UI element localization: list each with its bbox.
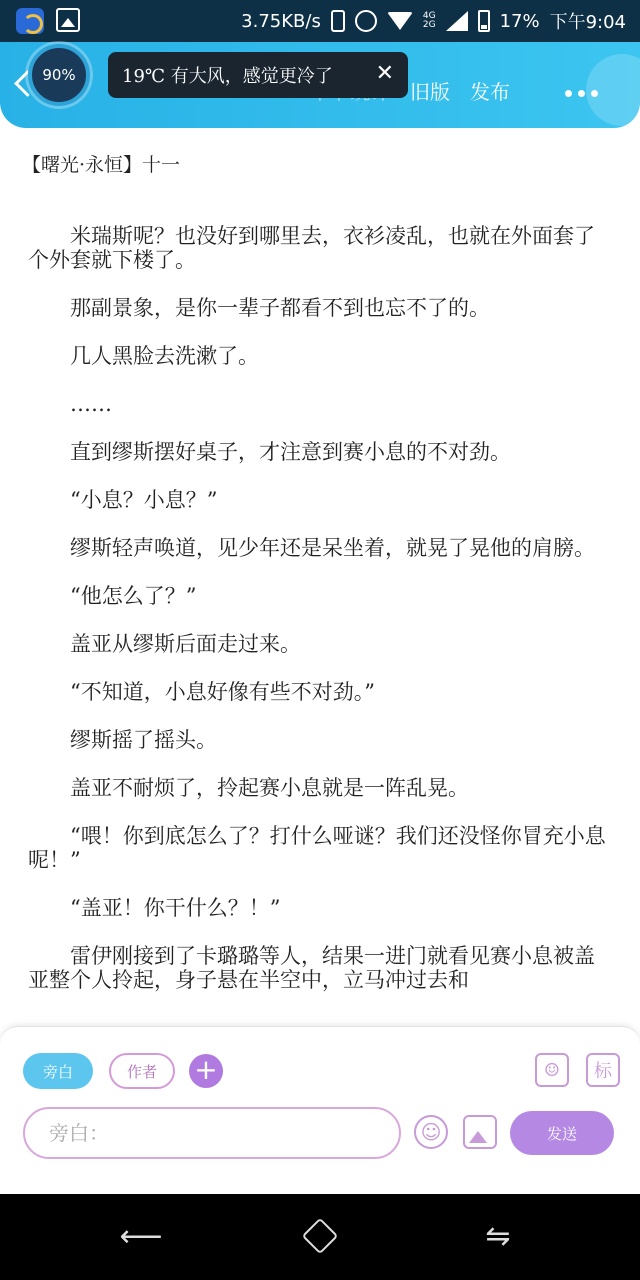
vibrate-icon [331, 10, 345, 32]
message-input[interactable] [23, 1107, 401, 1159]
author-button[interactable]: 作者 [109, 1053, 175, 1089]
paragraph: “不知道，小息好像有些不对劲。” [70, 680, 375, 704]
role-card-icon[interactable]: ☺ [535, 1053, 569, 1087]
nav-recent-icon[interactable]: ⇋ [485, 1218, 511, 1254]
network-type: 4G 2G [422, 11, 436, 30]
paragraph: “盖亚！你干什么？！” [70, 896, 281, 920]
add-role-button[interactable]: + [189, 1054, 223, 1088]
paragraph: “小息？小息？” [70, 488, 218, 512]
paragraph: 那副景象，是你一辈子都看不到也忘不了的。 [70, 296, 490, 320]
battery-level: 17% [499, 10, 540, 32]
paragraph: 缪斯摇了摇头。 [70, 728, 217, 752]
paragraph: “喂！你到底怎么了？打什么哑谜？我们还没怪你冒充小息呢！” [28, 824, 606, 872]
navigation-bar [0, 1194, 640, 1280]
app-notification-icon [16, 8, 44, 34]
chapter-title: 【曙光·永恒】十一 [22, 154, 181, 176]
network-speed: 3.75KB/s [241, 10, 321, 32]
battery-icon [478, 10, 490, 32]
paragraph: 盖亚从缪斯后面走过来。 [70, 632, 301, 656]
header-menu-publish[interactable]: 发布 [470, 80, 510, 104]
paragraph: 盖亚不耐烦了，拎起赛小息就是一阵乱晃。 [70, 776, 469, 800]
paragraph: 米瑞斯呢？也没好到哪里去，衣衫凌乱，也就在外面套了个外套就下楼了。 [28, 224, 595, 272]
close-icon[interactable]: ✕ [375, 61, 394, 86]
nav-back-icon[interactable]: ⟵ [119, 1218, 163, 1254]
weather-toast [108, 52, 408, 98]
alarm-icon [355, 10, 377, 32]
mark-button[interactable]: 标 [586, 1053, 620, 1087]
send-button[interactable]: 发送 [510, 1111, 614, 1155]
gallery-notification-icon [56, 8, 80, 32]
paragraph: “他怎么了？” [70, 584, 197, 608]
progress-label: 90% [42, 66, 76, 84]
emoji-icon[interactable]: ☺ [414, 1115, 448, 1149]
composer-panel [0, 1026, 640, 1195]
progress-ring[interactable] [28, 44, 90, 106]
more-icon[interactable] [565, 90, 598, 97]
nav-home-icon[interactable] [300, 1216, 340, 1256]
paragraph: 几人黑脸去洗漱了。 [70, 344, 259, 368]
wifi-icon [387, 12, 413, 30]
status-bar [0, 0, 640, 42]
narration-button[interactable]: 旁白 [23, 1053, 93, 1089]
clock: 下午9:04 [549, 12, 626, 33]
image-icon[interactable] [463, 1115, 497, 1149]
header-menu-old-version[interactable]: 旧版 [410, 80, 450, 104]
chapter-content [28, 224, 614, 1016]
paragraph: 直到缪斯摆好桌子，才注意到赛小息的不对劲。 [70, 440, 511, 464]
paragraph: …… [70, 392, 112, 416]
signal-icon [446, 11, 468, 31]
paragraph: 雷伊刚接到了卡璐璐等人，结果一进门就看见赛小息被盖亚整个人拎起，身子悬在半空中，立马冲过去和 [28, 944, 595, 992]
toast-message: 19℃ 有大风，感觉更冷了 [122, 66, 333, 87]
paragraph: 缪斯轻声唤道，见少年还是呆坐着，就晃了晃他的肩膀。 [70, 536, 595, 560]
